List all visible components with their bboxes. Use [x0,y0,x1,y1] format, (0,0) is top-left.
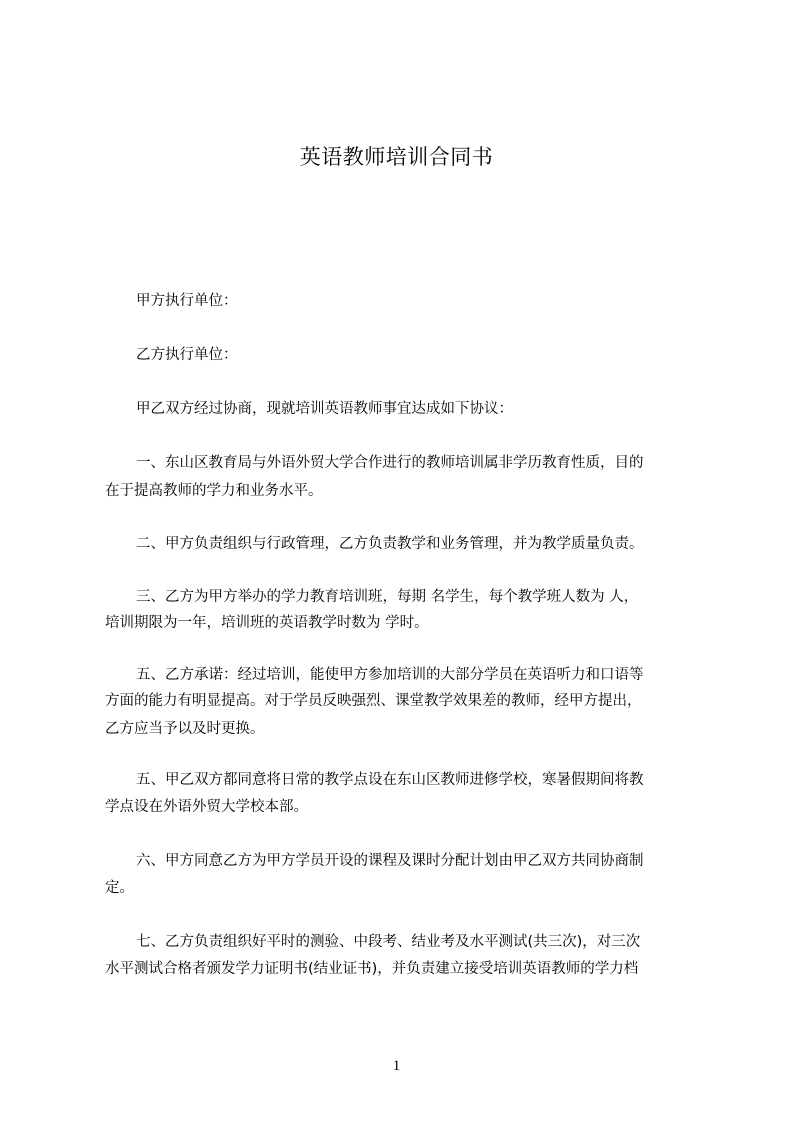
intro-paragraph: 甲乙双方经过协商，现就培训英语教师事宜达成如下协议： [136,401,513,417]
page-number: 1 [392,1058,401,1074]
clause-6-line-1: 六、甲方同意乙方为甲方学员开设的课程及课时分配计划由甲乙双方共同协商制 [136,853,644,869]
clause-4-line-1: 五、乙方承诺：经过培训，能使甲方参加培训的大部分学员在英语听力和口语等 [136,667,644,683]
party-b-label: 乙方执行单位： [136,347,238,363]
clause-4-line-2: 方面的能力有明显提高。对于学员反映强烈、课堂教学效果差的教师，经甲方提出， [105,693,642,709]
clause-7-line-2: 水平测试合格者颁发学力证明书(结业证书)，并负责建立接受培训英语教师的学力档 [105,961,639,977]
clause-1-line-2: 在于提高教师的学力和业务水平。 [105,483,323,499]
clause-3-line-1: 三、乙方为甲方举办的学力教育培训班，每期 名学生，每个教学班人数为 人， [136,589,639,605]
clause-5-line-1: 五、甲乙双方都同意将日常的教学点设在东山区教师进修学校，寒暑假期间将教 [136,772,644,788]
clause-7-line-1: 七、乙方负责组织好平时的测验、中段考、结业考及水平测试(共三次)，对三次 [136,934,641,950]
clause-5-line-2: 学点设在外语外贸大学校本部。 [105,799,308,815]
clause-6-line-2: 定。 [105,880,134,896]
document-title: 英语教师培训合同书 [299,145,494,169]
clause-1-line-1: 一、东山区教育局与外语外贸大学合作进行的教师培训属非学历教育性质，目的 [136,455,644,471]
party-a-label: 甲方执行单位： [136,293,238,309]
clause-3-line-2: 培训期限为一年，培训班的英语教学时数为 学时。 [105,615,429,631]
clause-2-line-1: 二、甲方负责组织与行政管理，乙方负责教学和业务管理，并为教学质量负责。 [136,536,644,552]
clause-4-line-3: 乙方应当予以及时更换。 [105,721,265,737]
